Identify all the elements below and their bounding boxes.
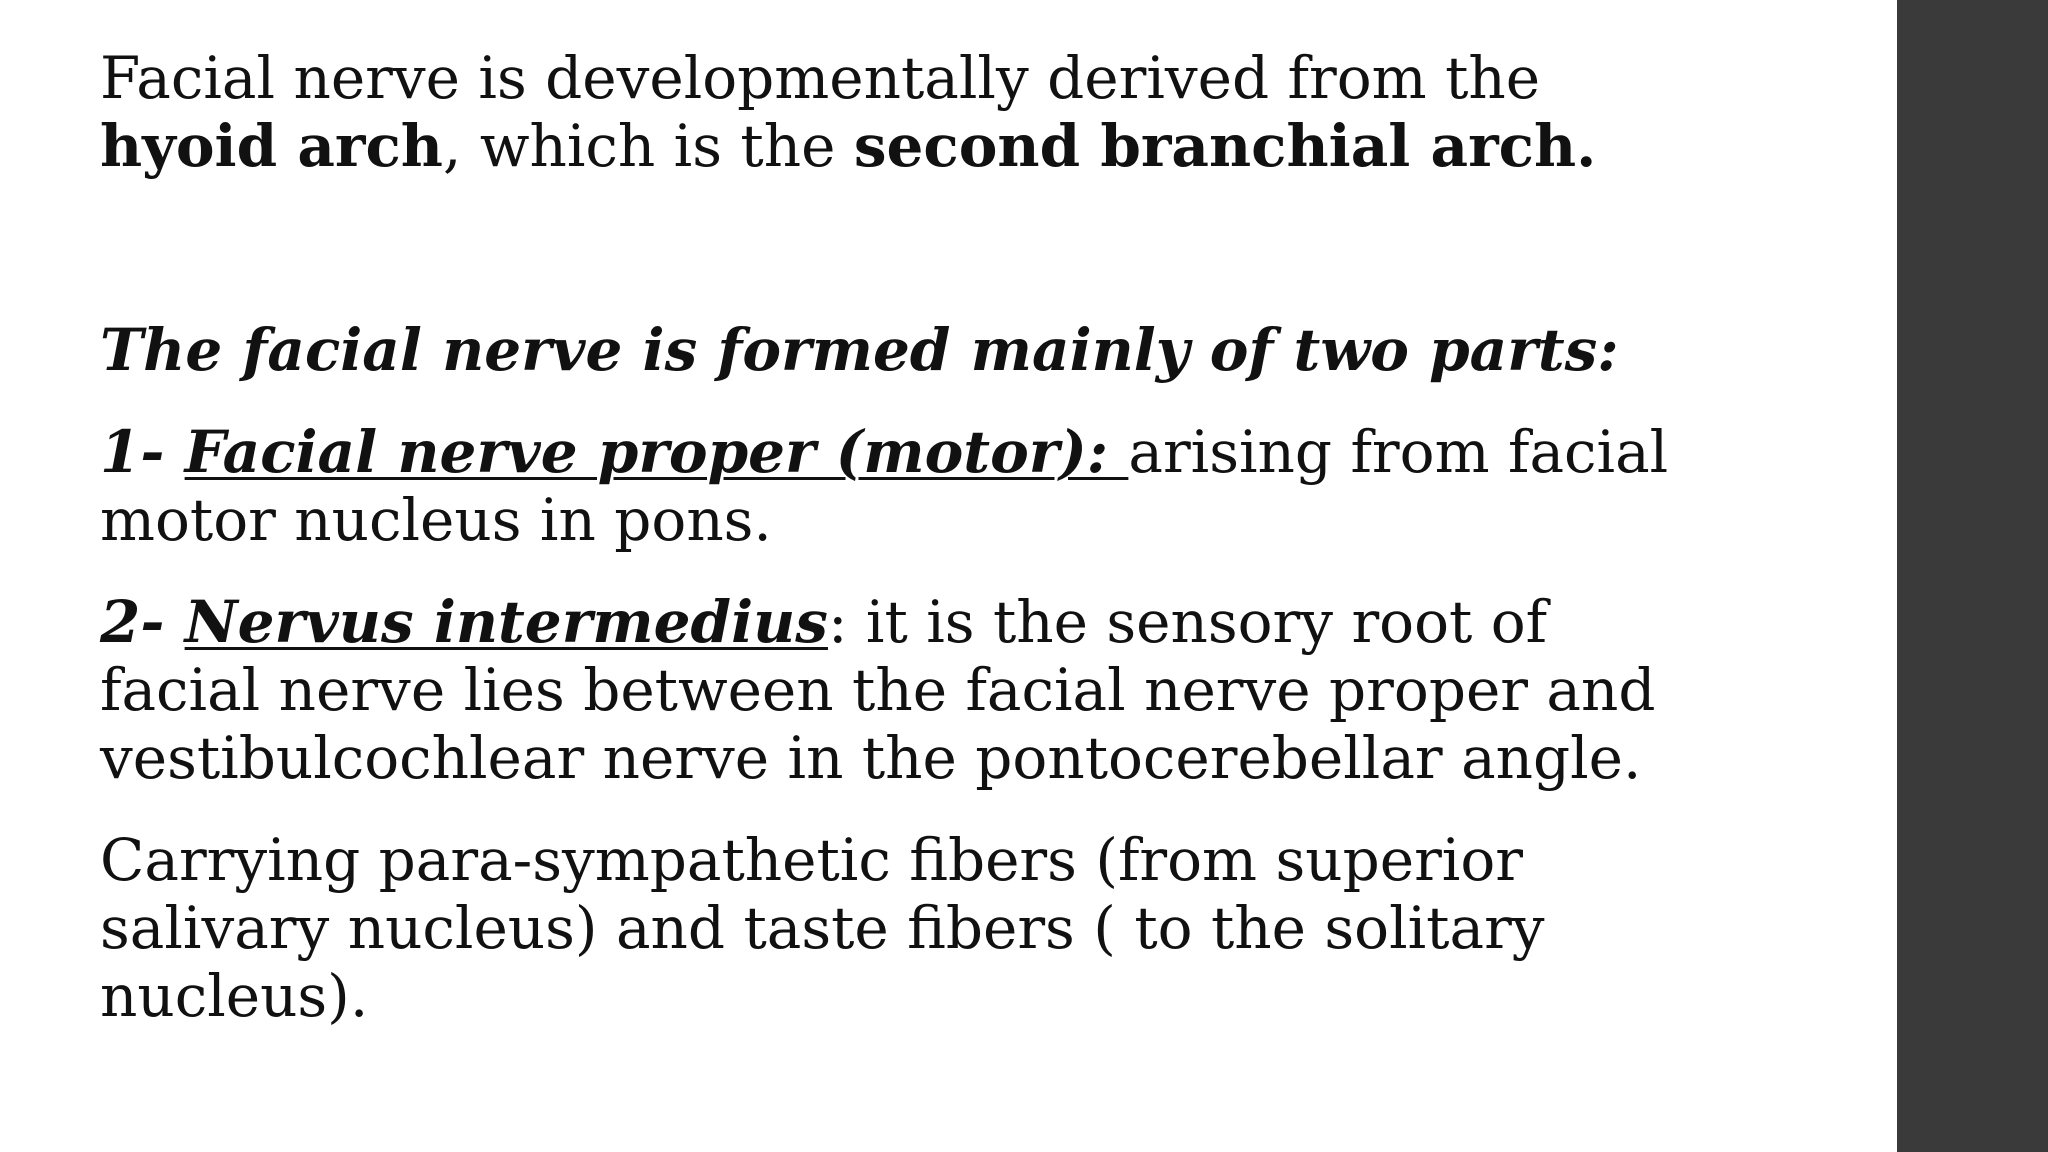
item2-text: : it is the sensory root of facial nerve lies between the facial nerve proper and vestibulcochlear nerve in the pontocerebellar angle.: [100, 588, 1656, 792]
carrying-fibers-paragraph: Carrying para-sympathetic fibers (from superior salivary nucleus) and taste fibers ( to the solitary nucleus).: [100, 826, 1545, 1030]
item2-number: 2-: [100, 588, 185, 656]
list-item-facial-nerve-proper: [100, 418, 1720, 554]
list-item-nervus-intermedius: [100, 588, 1720, 792]
item1-title: Facial nerve proper (motor):: [184, 418, 1129, 486]
intro-bold-second-branchial-arch: second branchial arch.: [853, 112, 1597, 180]
intro-text-2: , which is the: [442, 112, 854, 180]
section-heading: The facial nerve is formed mainly of two parts:: [100, 316, 1619, 384]
intro-bold-hyoid-arch: hyoid arch: [100, 112, 443, 180]
intro-paragraph: [100, 44, 1720, 180]
item1-number: 1-: [100, 418, 185, 486]
slide-content: [100, 44, 1720, 1030]
item1-text: arising from facial motor nucleus in pons.: [100, 418, 1669, 554]
intro-text-1: Facial nerve is developmentally derived from the: [100, 44, 1541, 112]
side-bar: [1897, 0, 2048, 1152]
item2-title: Nervus intermedius: [184, 588, 828, 656]
